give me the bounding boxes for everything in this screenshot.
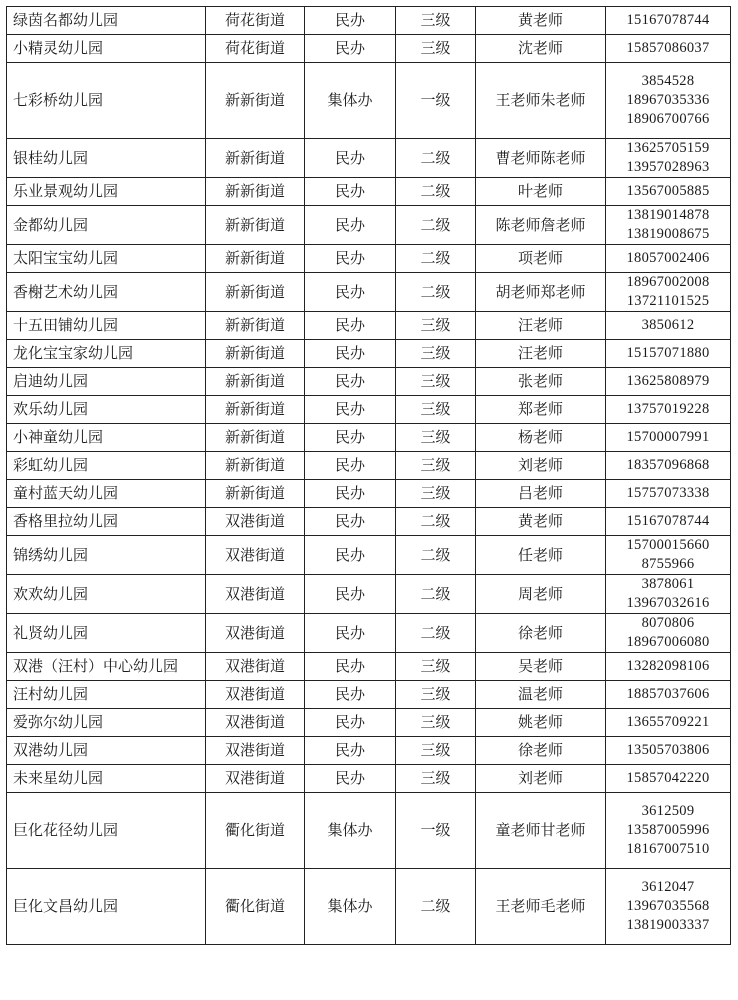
kindergarten-name-cell: 汪村幼儿园 [7, 681, 206, 709]
street-cell: 新新街道 [206, 178, 305, 206]
phone-number: 13282098106 [626, 658, 710, 674]
ownership-type-cell: 民办 [305, 35, 396, 63]
phone-number: 3612047 [641, 879, 695, 895]
ownership-type-cell: 民办 [305, 178, 396, 206]
street-cell: 衢化街道 [206, 869, 305, 945]
phone-number: 13957028963 [626, 159, 710, 175]
grade-level-cell: 二级 [396, 508, 476, 536]
contact-person-cell: 杨老师 [476, 424, 606, 452]
contact-person-cell: 任老师 [476, 536, 606, 575]
phone-cell [606, 653, 731, 681]
phone-number: 3878061 [641, 576, 695, 592]
street-cell: 新新街道 [206, 340, 305, 368]
phone-number: 18967002008 [626, 274, 710, 290]
phone-cell [606, 709, 731, 737]
kindergarten-name-cell: 未来星幼儿园 [7, 765, 206, 793]
contact-person-cell: 王老师朱老师 [476, 63, 606, 139]
phone-cell [606, 368, 731, 396]
ownership-type-cell: 民办 [305, 452, 396, 480]
table-row [7, 368, 731, 396]
phone-number: 15167078744 [626, 513, 710, 529]
street-cell: 新新街道 [206, 480, 305, 508]
phone-number: 13625808979 [626, 373, 710, 389]
table-row [7, 869, 731, 945]
table-row [7, 765, 731, 793]
phone-cell [606, 35, 731, 63]
table-body [7, 7, 731, 945]
contact-person-cell: 陈老师詹老师 [476, 206, 606, 245]
grade-level-cell: 一级 [396, 793, 476, 869]
contact-person-cell: 吴老师 [476, 653, 606, 681]
table-row [7, 452, 731, 480]
street-cell: 新新街道 [206, 206, 305, 245]
kindergarten-name-cell: 双港幼儿园 [7, 737, 206, 765]
contact-person-cell: 童老师甘老师 [476, 793, 606, 869]
kindergarten-name-cell: 小神童幼儿园 [7, 424, 206, 452]
phone-number: 13967032616 [626, 595, 710, 611]
phone-cell [606, 396, 731, 424]
phone-number: 18357096868 [626, 457, 710, 473]
table-row [7, 63, 731, 139]
ownership-type-cell: 集体办 [305, 793, 396, 869]
grade-level-cell: 二级 [396, 139, 476, 178]
ownership-type-cell: 民办 [305, 245, 396, 273]
contact-person-cell: 王老师毛老师 [476, 869, 606, 945]
contact-person-cell: 胡老师郑老师 [476, 273, 606, 312]
phone-number: 15157071880 [626, 345, 710, 361]
street-cell: 双港街道 [206, 536, 305, 575]
ownership-type-cell: 民办 [305, 139, 396, 178]
grade-level-cell: 三级 [396, 340, 476, 368]
grade-level-cell: 二级 [396, 245, 476, 273]
contact-person-cell: 黄老师 [476, 7, 606, 35]
phone-cell [606, 63, 731, 139]
kindergarten-table [6, 6, 731, 945]
street-cell: 双港街道 [206, 737, 305, 765]
kindergarten-name-cell: 香格里拉幼儿园 [7, 508, 206, 536]
table-row [7, 480, 731, 508]
phone-cell [606, 340, 731, 368]
grade-level-cell: 一级 [396, 63, 476, 139]
phone-number: 13625705159 [626, 140, 710, 156]
phone-cell [606, 452, 731, 480]
phone-cell [606, 575, 731, 614]
ownership-type-cell: 民办 [305, 709, 396, 737]
phone-cell [606, 793, 731, 869]
ownership-type-cell: 民办 [305, 7, 396, 35]
phone-number: 8070806 [641, 615, 695, 631]
grade-level-cell: 三级 [396, 368, 476, 396]
phone-number: 3850612 [641, 317, 695, 333]
contact-person-cell: 张老师 [476, 368, 606, 396]
phone-cell [606, 508, 731, 536]
phone-number: 13819008675 [626, 226, 710, 242]
phone-cell [606, 139, 731, 178]
kindergarten-name-cell: 启迪幼儿园 [7, 368, 206, 396]
street-cell: 双港街道 [206, 681, 305, 709]
grade-level-cell: 三级 [396, 396, 476, 424]
phone-number: 13757019228 [626, 401, 710, 417]
phone-number: 15700015660 [626, 537, 710, 553]
kindergarten-name-cell: 双港（汪村）中心幼儿园 [7, 653, 206, 681]
street-cell: 荷花街道 [206, 35, 305, 63]
phone-number: 13587005996 [626, 822, 710, 838]
kindergarten-name-cell: 太阳宝宝幼儿园 [7, 245, 206, 273]
ownership-type-cell: 民办 [305, 480, 396, 508]
street-cell: 双港街道 [206, 765, 305, 793]
contact-person-cell: 刘老师 [476, 452, 606, 480]
ownership-type-cell: 民办 [305, 681, 396, 709]
table-row [7, 340, 731, 368]
contact-person-cell: 刘老师 [476, 765, 606, 793]
phone-number: 18857037606 [626, 686, 710, 702]
ownership-type-cell: 民办 [305, 508, 396, 536]
street-cell: 新新街道 [206, 312, 305, 340]
kindergarten-name-cell: 乐业景观幼儿园 [7, 178, 206, 206]
grade-level-cell: 三级 [396, 424, 476, 452]
phone-cell [606, 480, 731, 508]
ownership-type-cell: 民办 [305, 396, 396, 424]
ownership-type-cell: 民办 [305, 424, 396, 452]
phone-cell [606, 7, 731, 35]
phone-number: 13655709221 [626, 714, 710, 730]
ownership-type-cell: 民办 [305, 312, 396, 340]
phone-number: 18906700766 [626, 111, 710, 127]
grade-level-cell: 三级 [396, 452, 476, 480]
phone-cell [606, 245, 731, 273]
ownership-type-cell: 民办 [305, 575, 396, 614]
grade-level-cell: 二级 [396, 575, 476, 614]
phone-number: 18057002406 [626, 250, 710, 266]
kindergarten-name-cell: 童村蓝天幼儿园 [7, 480, 206, 508]
grade-level-cell: 三级 [396, 709, 476, 737]
table-row [7, 653, 731, 681]
table-row [7, 536, 731, 575]
table-row [7, 737, 731, 765]
grade-level-cell: 二级 [396, 869, 476, 945]
street-cell: 双港街道 [206, 508, 305, 536]
phone-number: 15857042220 [626, 770, 710, 786]
grade-level-cell: 三级 [396, 765, 476, 793]
phone-number: 18967035336 [626, 92, 710, 108]
phone-number: 13967035568 [626, 898, 710, 914]
kindergarten-name-cell: 爱弥尔幼儿园 [7, 709, 206, 737]
kindergarten-name-cell: 礼贤幼儿园 [7, 614, 206, 653]
phone-cell [606, 869, 731, 945]
ownership-type-cell: 民办 [305, 653, 396, 681]
ownership-type-cell: 民办 [305, 737, 396, 765]
table-row [7, 681, 731, 709]
kindergarten-name-cell: 香榭艺术幼儿园 [7, 273, 206, 312]
street-cell: 双港街道 [206, 614, 305, 653]
phone-cell [606, 424, 731, 452]
ownership-type-cell: 民办 [305, 340, 396, 368]
phone-number: 15167078744 [626, 12, 710, 28]
kindergarten-name-cell: 欢乐幼儿园 [7, 396, 206, 424]
phone-cell [606, 178, 731, 206]
table-row [7, 35, 731, 63]
contact-person-cell: 吕老师 [476, 480, 606, 508]
contact-person-cell: 叶老师 [476, 178, 606, 206]
street-cell: 新新街道 [206, 424, 305, 452]
grade-level-cell: 三级 [396, 480, 476, 508]
kindergarten-name-cell: 巨化花径幼儿园 [7, 793, 206, 869]
ownership-type-cell: 民办 [305, 368, 396, 396]
phone-number: 18967006080 [626, 634, 710, 650]
ownership-type-cell: 民办 [305, 536, 396, 575]
phone-number: 8755966 [641, 556, 695, 572]
contact-person-cell: 项老师 [476, 245, 606, 273]
contact-person-cell: 周老师 [476, 575, 606, 614]
contact-person-cell: 黄老师 [476, 508, 606, 536]
phone-number: 15757073338 [626, 485, 710, 501]
phone-number: 15857086037 [626, 40, 710, 56]
street-cell: 衢化街道 [206, 793, 305, 869]
contact-person-cell: 汪老师 [476, 312, 606, 340]
contact-person-cell: 郑老师 [476, 396, 606, 424]
kindergarten-name-cell: 巨化文昌幼儿园 [7, 869, 206, 945]
grade-level-cell: 二级 [396, 273, 476, 312]
table-row [7, 206, 731, 245]
street-cell: 荷花街道 [206, 7, 305, 35]
phone-number: 13819003337 [626, 917, 710, 933]
phone-number: 13819014878 [626, 207, 710, 223]
phone-number: 18167007510 [626, 841, 710, 857]
ownership-type-cell: 民办 [305, 765, 396, 793]
grade-level-cell: 二级 [396, 614, 476, 653]
contact-person-cell: 曹老师陈老师 [476, 139, 606, 178]
table-row [7, 424, 731, 452]
phone-cell [606, 681, 731, 709]
table-row [7, 709, 731, 737]
kindergarten-name-cell: 七彩桥幼儿园 [7, 63, 206, 139]
kindergarten-name-cell: 小精灵幼儿园 [7, 35, 206, 63]
street-cell: 双港街道 [206, 575, 305, 614]
table-row [7, 396, 731, 424]
phone-cell [606, 536, 731, 575]
table-row [7, 312, 731, 340]
grade-level-cell: 二级 [396, 536, 476, 575]
street-cell: 双港街道 [206, 653, 305, 681]
phone-number: 13505703806 [626, 742, 710, 758]
table-row [7, 139, 731, 178]
phone-number: 3612509 [641, 803, 695, 819]
table-row [7, 575, 731, 614]
kindergarten-name-cell: 银桂幼儿园 [7, 139, 206, 178]
contact-person-cell: 汪老师 [476, 340, 606, 368]
street-cell: 新新街道 [206, 396, 305, 424]
grade-level-cell: 三级 [396, 35, 476, 63]
ownership-type-cell: 民办 [305, 614, 396, 653]
kindergarten-name-cell: 欢欢幼儿园 [7, 575, 206, 614]
street-cell: 新新街道 [206, 273, 305, 312]
grade-level-cell: 三级 [396, 653, 476, 681]
phone-cell [606, 737, 731, 765]
table-row [7, 508, 731, 536]
phone-cell [606, 206, 731, 245]
contact-person-cell: 温老师 [476, 681, 606, 709]
phone-number: 3854528 [641, 73, 695, 89]
street-cell: 新新街道 [206, 368, 305, 396]
grade-level-cell: 二级 [396, 178, 476, 206]
phone-cell [606, 765, 731, 793]
table-row [7, 614, 731, 653]
phone-cell [606, 273, 731, 312]
kindergarten-name-cell: 彩虹幼儿园 [7, 452, 206, 480]
grade-level-cell: 三级 [396, 681, 476, 709]
kindergarten-name-cell: 龙化宝宝家幼儿园 [7, 340, 206, 368]
street-cell: 双港街道 [206, 709, 305, 737]
table-row [7, 273, 731, 312]
phone-number: 13567005885 [626, 183, 710, 199]
phone-number: 13721101525 [626, 293, 710, 309]
street-cell: 新新街道 [206, 139, 305, 178]
table-row [7, 178, 731, 206]
kindergarten-name-cell: 锦绣幼儿园 [7, 536, 206, 575]
ownership-type-cell: 民办 [305, 206, 396, 245]
kindergarten-name-cell: 金都幼儿园 [7, 206, 206, 245]
ownership-type-cell: 集体办 [305, 869, 396, 945]
phone-number: 15700007991 [626, 429, 710, 445]
grade-level-cell: 三级 [396, 312, 476, 340]
ownership-type-cell: 集体办 [305, 63, 396, 139]
phone-cell [606, 614, 731, 653]
table-row [7, 245, 731, 273]
kindergarten-name-cell: 十五田铺幼儿园 [7, 312, 206, 340]
street-cell: 新新街道 [206, 245, 305, 273]
contact-person-cell: 徐老师 [476, 614, 606, 653]
contact-person-cell: 姚老师 [476, 709, 606, 737]
contact-person-cell: 沈老师 [476, 35, 606, 63]
table-row [7, 793, 731, 869]
grade-level-cell: 二级 [396, 206, 476, 245]
grade-level-cell: 三级 [396, 737, 476, 765]
phone-cell [606, 312, 731, 340]
street-cell: 新新街道 [206, 63, 305, 139]
grade-level-cell: 三级 [396, 7, 476, 35]
kindergarten-name-cell: 绿茵名都幼儿园 [7, 7, 206, 35]
contact-person-cell: 徐老师 [476, 737, 606, 765]
street-cell: 新新街道 [206, 452, 305, 480]
table-row [7, 7, 731, 35]
ownership-type-cell: 民办 [305, 273, 396, 312]
